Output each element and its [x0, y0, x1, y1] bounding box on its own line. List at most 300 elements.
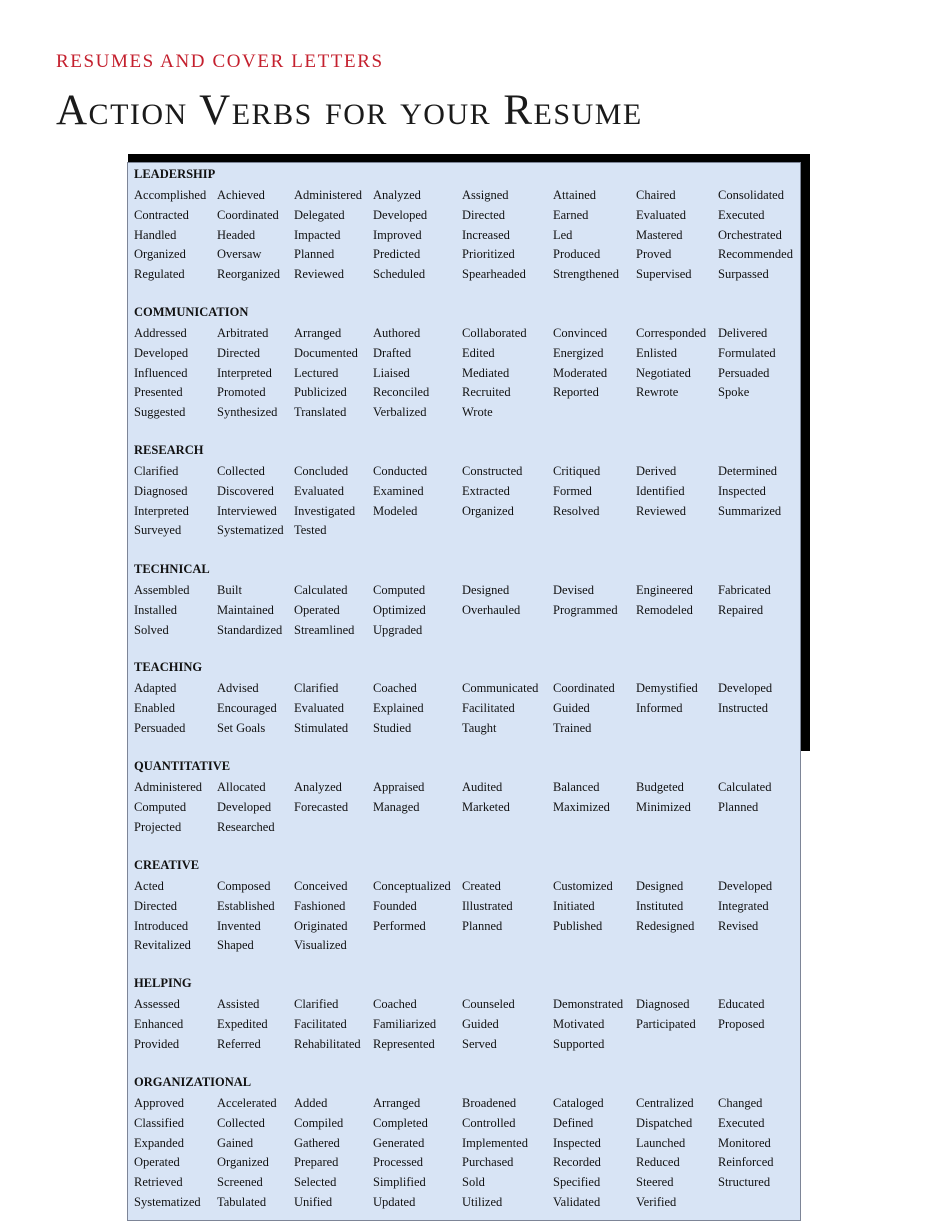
verb-item: Maximized [553, 799, 610, 814]
section-eyebrow: RESUMES AND COVER LETTERS [56, 51, 384, 72]
verb-item: Repaired [718, 602, 764, 617]
verb-item: Originated [294, 918, 348, 933]
verb-item: Surpassed [718, 267, 769, 282]
verb-item: Impacted [294, 227, 341, 242]
verb-item: Recorded [553, 1155, 601, 1170]
verb-item: Guided [553, 700, 590, 715]
verb-row [128, 366, 800, 386]
verb-item: Collected [217, 1115, 265, 1130]
verb-item: Integrated [718, 898, 769, 913]
verb-item: Acted [134, 879, 164, 893]
verb-item: Influenced [134, 365, 188, 380]
verb-item: Engineered [636, 583, 693, 597]
verb-item: Reviewed [636, 503, 686, 518]
verb-item: Published [553, 918, 603, 933]
section-heading: TECHNICAL [134, 562, 210, 576]
verb-item: Arranged [373, 1096, 421, 1110]
verb-item: Cataloged [553, 1096, 604, 1110]
verb-item: Administered [134, 780, 203, 794]
verb-item: Prioritized [462, 247, 515, 262]
section-heading: LEADERSHIP [134, 167, 216, 181]
verb-item: Collaborated [462, 326, 527, 340]
section-heading: QUANTITATIVE [134, 759, 231, 773]
verb-row [128, 583, 800, 603]
verb-item: Demonstrated [553, 997, 624, 1011]
verb-item: Interpreted [217, 365, 272, 380]
section-heading: HELPING [134, 976, 192, 990]
verb-item: Publicized [294, 385, 347, 400]
verb-item: Revitalized [134, 938, 191, 953]
verb-item: Liaised [373, 365, 410, 380]
verb-item: Calculated [294, 583, 348, 597]
verb-item: Calculated [718, 780, 772, 794]
verb-item: Coordinated [553, 681, 615, 695]
verb-item: Surveyed [134, 523, 182, 538]
verb-row [128, 188, 800, 208]
verb-row [128, 267, 800, 287]
verb-item: Enlisted [636, 345, 677, 360]
verb-item: Changed [718, 1096, 763, 1110]
verb-row [128, 1136, 800, 1156]
verb-item: Balanced [553, 780, 600, 794]
verb-item: Completed [373, 1115, 428, 1130]
verb-item: Tabulated [217, 1195, 267, 1209]
verb-item: Solved [134, 622, 169, 637]
verb-item: Evaluated [636, 207, 686, 222]
verb-item: Delegated [294, 207, 345, 222]
verb-item: Assigned [462, 188, 509, 202]
verb-item: Served [462, 1036, 497, 1051]
verb-row [128, 800, 800, 820]
verb-item: Illustrated [462, 898, 513, 913]
verb-item: Supported [553, 1036, 605, 1051]
verb-item: Increased [462, 227, 510, 242]
verb-item: Executed [718, 1115, 765, 1130]
verb-item: Extracted [462, 483, 510, 498]
verb-item: Processed [373, 1155, 423, 1170]
section-heading: TEACHING [134, 660, 203, 674]
verb-row [128, 701, 800, 721]
section-heading: ORGANIZATIONAL [134, 1075, 252, 1089]
verb-item: Assembled [134, 583, 190, 597]
verb-item: Classified [134, 1115, 184, 1130]
verb-item: Founded [373, 898, 417, 913]
verb-item: Verbalized [373, 405, 427, 420]
verb-item: Formed [553, 483, 592, 498]
verb-item: Reconciled [373, 385, 430, 400]
verb-item: Educated [718, 997, 765, 1011]
verb-item: Collected [217, 464, 265, 478]
verb-row [128, 1096, 800, 1116]
verb-item: Facilitated [462, 700, 515, 715]
verb-item: Reorganized [217, 267, 280, 282]
verb-item: Dispatched [636, 1115, 693, 1130]
verb-item: Earned [553, 207, 589, 222]
verb-item: Unified [294, 1195, 333, 1209]
verb-item: Specified [553, 1175, 601, 1190]
verb-item: Launched [636, 1135, 686, 1150]
verb-item: Modeled [373, 503, 418, 518]
verb-item: Directed [217, 345, 261, 360]
verb-item: Instituted [636, 898, 684, 913]
verb-item: Consolidated [718, 188, 784, 202]
verb-item: Centralized [636, 1096, 694, 1110]
verb-item: Documented [294, 345, 358, 360]
verb-item: Regulated [134, 267, 185, 282]
verb-row [128, 504, 800, 524]
verb-item: Broadened [462, 1096, 517, 1110]
verb-item: Sold [462, 1175, 485, 1190]
verb-item: Coordinated [217, 207, 279, 222]
verb-item: Directed [462, 207, 506, 222]
verb-row [128, 938, 800, 958]
verb-item: Projected [134, 819, 182, 834]
verb-item: Contracted [134, 207, 189, 222]
verb-item: Reviewed [294, 267, 344, 282]
verb-item: Updated [373, 1195, 416, 1209]
verb-item: Delivered [718, 326, 768, 340]
verb-item: Standardized [217, 622, 283, 637]
verb-item: Designed [636, 879, 684, 893]
verb-item: Composed [217, 879, 271, 893]
verb-item: Expedited [217, 1016, 268, 1031]
verb-item: Constructed [462, 464, 523, 478]
verb-row [128, 780, 800, 800]
verb-item: Gained [217, 1135, 254, 1150]
verb-item: Achieved [217, 188, 265, 202]
verb-item: Reinforced [718, 1155, 774, 1170]
verb-item: Structured [718, 1175, 771, 1190]
verb-item: Developed [718, 879, 773, 893]
verb-item: Organized [134, 247, 186, 262]
verb-item: Identified [636, 483, 685, 498]
verb-row [128, 820, 800, 840]
verb-item: Evaluated [294, 700, 344, 715]
verb-item: Operated [294, 602, 340, 617]
verb-item: Provided [134, 1036, 180, 1051]
verb-item: Handled [134, 227, 177, 242]
verb-item: Retrieved [134, 1175, 183, 1190]
verb-item: Maintained [217, 602, 274, 617]
verb-item: Clarified [134, 464, 179, 478]
verb-item: Clarified [294, 997, 339, 1011]
verb-item: Managed [373, 799, 420, 814]
verb-item: Chaired [636, 188, 676, 202]
verb-row [128, 879, 800, 899]
verb-item: Communicated [462, 681, 539, 695]
verb-item: Developed [217, 799, 272, 814]
verb-item: Represented [373, 1036, 435, 1051]
verb-item: Facilitated [294, 1016, 347, 1031]
verb-item: Persuaded [134, 720, 186, 735]
verb-item: Redesigned [636, 918, 695, 933]
verb-item: Conceived [294, 879, 348, 893]
verb-item: Discovered [217, 483, 274, 498]
verb-item: Negotiated [636, 365, 691, 380]
verbs-panel [127, 162, 801, 1221]
verb-item: Created [462, 879, 501, 893]
verb-item: Encouraged [217, 700, 277, 715]
verb-item: Clarified [294, 681, 339, 695]
verb-row [128, 464, 800, 484]
verb-item: Visualized [294, 938, 347, 953]
verb-item: Tested [294, 523, 327, 538]
verb-item: Assisted [217, 997, 260, 1011]
verb-item: Upgraded [373, 622, 423, 637]
verb-item: Set Goals [217, 720, 266, 735]
verb-item: Analyzed [294, 780, 342, 794]
verb-item: Studied [373, 720, 412, 735]
verb-item: Led [553, 227, 573, 242]
verb-item: Translated [294, 405, 347, 420]
verb-row [128, 623, 800, 643]
verb-item: Corresponded [636, 326, 707, 340]
verb-item: Developed [373, 207, 428, 222]
verb-item: Budgeted [636, 780, 684, 794]
section-heading: RESEARCH [134, 443, 204, 457]
verb-item: Orchestrated [718, 227, 782, 242]
verb-item: Convinced [553, 326, 608, 340]
verb-item: Recruited [462, 385, 511, 400]
verb-item: Enhanced [134, 1016, 184, 1031]
verb-item: Accomplished [134, 188, 207, 202]
verb-item: Executed [718, 207, 765, 222]
verb-item: Spearheaded [462, 267, 526, 282]
verb-item: Motivated [553, 1016, 605, 1031]
verb-item: Arbitrated [217, 326, 269, 340]
verb-item: Energized [553, 345, 604, 360]
verb-item: Generated [373, 1135, 425, 1150]
verb-row [128, 1195, 800, 1215]
verb-item: Adapted [134, 681, 177, 695]
verb-item: Validated [553, 1195, 601, 1209]
verb-item: Defined [553, 1115, 594, 1130]
verb-item: Appraised [373, 780, 425, 794]
verb-row [128, 326, 800, 346]
verb-item: Coached [373, 681, 417, 695]
verb-row [128, 681, 800, 701]
verb-item: Systematized [217, 523, 284, 538]
verb-item: Fashioned [294, 898, 346, 913]
verb-row [128, 603, 800, 623]
verb-item: Explained [373, 700, 424, 715]
verb-item: Proved [636, 247, 672, 262]
verb-item: Referred [217, 1036, 261, 1051]
verb-row [128, 1037, 800, 1057]
verb-item: Synthesized [217, 405, 278, 420]
verb-item: Organized [217, 1155, 269, 1170]
verb-item: Spoke [718, 385, 750, 400]
verb-row [128, 385, 800, 405]
verb-row [128, 1155, 800, 1175]
verb-item: Streamlined [294, 622, 355, 637]
verb-item: Improved [373, 227, 422, 242]
verb-item: Revised [718, 918, 759, 933]
verb-row [128, 1116, 800, 1136]
verb-item: Implemented [462, 1135, 528, 1150]
verb-item: Demystified [636, 681, 698, 695]
verb-item: Trained [553, 720, 592, 735]
verb-item: Monitored [718, 1135, 771, 1150]
verb-item: Strengthened [553, 267, 619, 282]
verb-item: Mastered [636, 227, 683, 242]
verb-item: Utilized [462, 1195, 503, 1209]
verb-item: Authored [373, 326, 421, 340]
verb-item: Familiarized [373, 1016, 437, 1031]
verb-item: Summarized [718, 503, 782, 518]
verb-item: Guided [462, 1016, 499, 1031]
verb-item: Arranged [294, 326, 342, 340]
verb-item: Approved [134, 1096, 184, 1110]
verb-item: Taught [462, 720, 497, 735]
verb-item: Selected [294, 1175, 337, 1190]
verb-item: Fabricated [718, 583, 771, 597]
verb-item: Computed [134, 799, 187, 814]
verb-item: Inspected [718, 483, 766, 498]
verb-item: Directed [134, 898, 178, 913]
verb-item: Gathered [294, 1135, 340, 1150]
verb-item: Prepared [294, 1155, 339, 1170]
verb-row [128, 919, 800, 939]
verb-item: Wrote [462, 405, 493, 420]
verb-item: Inspected [553, 1135, 601, 1150]
verb-item: Devised [553, 583, 594, 597]
verb-item: Addressed [134, 326, 187, 340]
verb-item: Interpreted [134, 503, 189, 518]
verb-item: Derived [636, 464, 677, 478]
verb-row [128, 721, 800, 741]
verb-item: Stimulated [294, 720, 349, 735]
verb-item: Accelerated [217, 1096, 277, 1110]
verb-row [128, 1017, 800, 1037]
verb-item: Analyzed [373, 188, 421, 202]
verb-item: Headed [217, 227, 256, 242]
verb-item: Allocated [217, 780, 266, 794]
verb-item: Mediated [462, 365, 510, 380]
verb-item: Optimized [373, 602, 426, 617]
verb-row [128, 247, 800, 267]
verb-item: Compiled [294, 1115, 344, 1130]
verb-row [128, 346, 800, 366]
verb-item: Rehabilitated [294, 1036, 361, 1051]
verb-item: Reduced [636, 1155, 680, 1170]
verb-item: Promoted [217, 385, 266, 400]
verb-row [128, 405, 800, 425]
verb-item: Moderated [553, 365, 608, 380]
verb-item: Performed [373, 918, 426, 933]
verb-row [128, 899, 800, 919]
verb-item: Coached [373, 997, 417, 1011]
verb-item: Remodeled [636, 602, 693, 617]
verb-item: Resolved [553, 503, 600, 518]
verb-item: Computed [373, 583, 426, 597]
verb-item: Advised [217, 681, 259, 695]
verb-item: Attained [553, 188, 597, 202]
verb-item: Interviewed [217, 503, 277, 518]
verb-item: Conducted [373, 464, 428, 478]
verb-item: Verified [636, 1195, 677, 1209]
verb-item: Installed [134, 602, 178, 617]
verb-item: Initiated [553, 898, 595, 913]
verb-item: Planned [462, 918, 503, 933]
verb-item: Diagnosed [134, 483, 188, 498]
section-heading: COMMUNICATION [134, 305, 249, 319]
verb-item: Marketed [462, 799, 510, 814]
verb-item: Enabled [134, 700, 175, 715]
verb-item: Planned [294, 247, 335, 262]
verb-item: Proposed [718, 1016, 765, 1031]
verb-row [128, 228, 800, 248]
verb-item: Administered [294, 188, 363, 202]
verb-item: Supervised [636, 267, 692, 282]
verb-row [128, 1175, 800, 1195]
verb-item: Lectured [294, 365, 339, 380]
verb-item: Conceptualized [373, 879, 451, 893]
verb-item: Developed [718, 681, 773, 695]
verb-item: Researched [217, 819, 275, 834]
verb-item: Determined [718, 464, 778, 478]
verb-item: Concluded [294, 464, 349, 478]
verb-item: Simplified [373, 1175, 426, 1190]
verb-item: Operated [134, 1155, 180, 1170]
verb-item: Invented [217, 918, 261, 933]
verb-item: Counseled [462, 997, 515, 1011]
verb-item: Predicted [373, 247, 421, 262]
verb-item: Introduced [134, 918, 189, 933]
verb-item: Assessed [134, 997, 180, 1011]
verb-item: Evaluated [294, 483, 344, 498]
verb-item: Audited [462, 780, 503, 794]
verb-item: Shaped [217, 938, 254, 953]
verb-item: Purchased [462, 1155, 514, 1170]
verb-row [128, 208, 800, 228]
verb-item: Designed [462, 583, 510, 597]
verb-item: Added [294, 1096, 328, 1110]
verb-item: Scheduled [373, 267, 426, 282]
verb-item: Reported [553, 385, 599, 400]
verb-item: Screened [217, 1175, 263, 1190]
verb-item: Controlled [462, 1115, 516, 1130]
verb-row [128, 484, 800, 504]
verb-item: Critiqued [553, 464, 601, 478]
verb-item: Established [217, 898, 275, 913]
verb-item: Presented [134, 385, 183, 400]
verb-item: Informed [636, 700, 683, 715]
verb-item: Planned [718, 799, 759, 814]
verb-item: Drafted [373, 345, 412, 360]
verb-item: Persuaded [718, 365, 770, 380]
verb-item: Programmed [553, 602, 618, 617]
verb-item: Formulated [718, 345, 776, 360]
verb-item: Instructed [718, 700, 768, 715]
verb-item: Examined [373, 483, 424, 498]
verb-item: Participated [636, 1016, 696, 1031]
verb-item: Diagnosed [636, 997, 690, 1011]
verb-item: Edited [462, 345, 495, 360]
verb-item: Oversaw [217, 247, 262, 262]
verb-row [128, 523, 800, 543]
verb-item: Developed [134, 345, 189, 360]
verb-item: Rewrote [636, 385, 679, 400]
verb-item: Steered [636, 1175, 674, 1190]
verb-item: Minimized [636, 799, 691, 814]
verb-row [128, 997, 800, 1017]
verb-item: Customized [553, 879, 613, 893]
verb-item: Systematized [134, 1195, 201, 1209]
verb-item: Expanded [134, 1135, 184, 1150]
verb-item: Produced [553, 247, 601, 262]
verb-item: Built [217, 583, 243, 597]
